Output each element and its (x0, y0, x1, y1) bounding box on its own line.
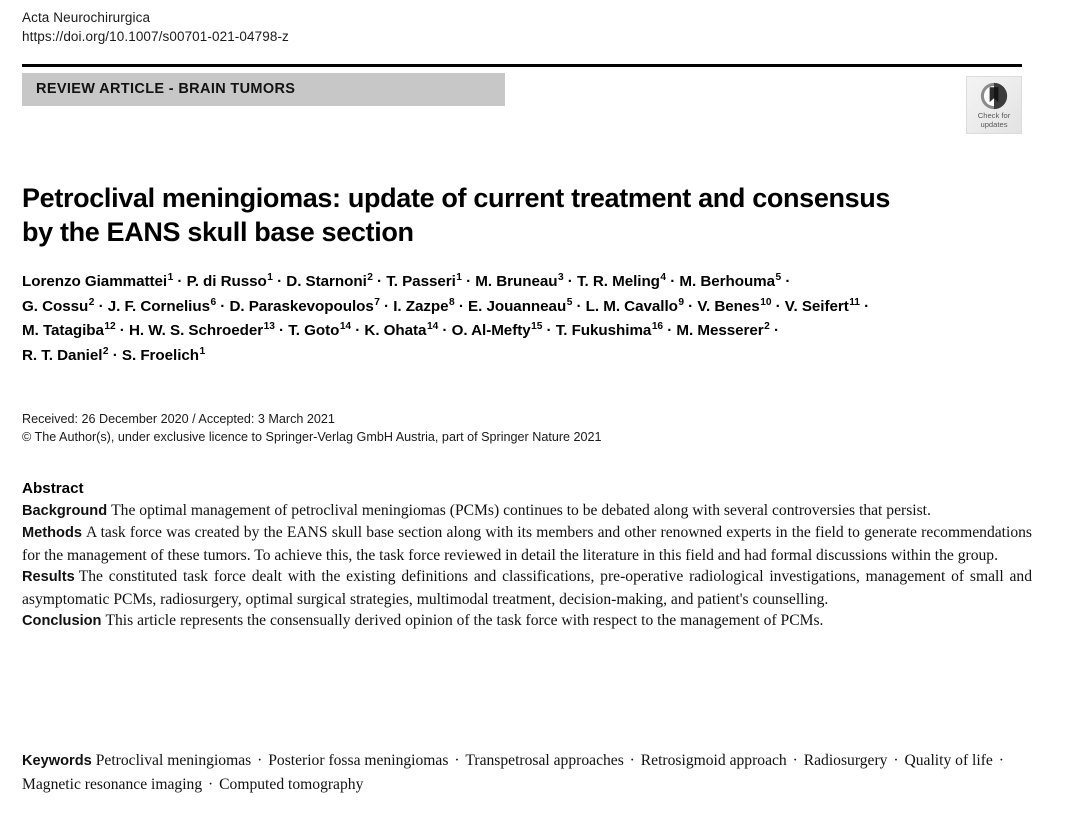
keyword-item[interactable]: Petroclival meningiomas (95, 752, 252, 769)
author-affiliation-marker: 1 (267, 271, 273, 283)
author-name: R. T. Daniel (22, 346, 103, 364)
article-title-line-2: by the EANS skull base section (22, 217, 414, 248)
author-affiliation-marker: 15 (531, 321, 543, 333)
keyword-separator: · (450, 752, 464, 769)
keyword-separator: · (994, 752, 1004, 769)
abstract-paragraph-text: The constituted task force dealt with the existing definitions and classifications, pre-operative radiological investigations, management of small and asymptomatic PCMs, radiosurgery, optimal surgical strategies, multimodal treatment, decision-making, and patient's counselling. (22, 568, 1032, 608)
abstract-paragraph-label: Results (22, 569, 75, 586)
publication-info (22, 411, 602, 446)
article-title (22, 181, 952, 249)
author-line (22, 295, 1032, 320)
author-line (22, 270, 1032, 295)
author-separator: · (438, 322, 452, 340)
author-affiliation-marker: 11 (849, 296, 860, 308)
author-affiliation-marker: 5 (566, 296, 573, 308)
abstract-paragraph-text: The optimal management of petroclival meningiomas (PCMs) continues to be debated along with several controversies that persist. (111, 502, 931, 519)
author-affiliation-marker: 14 (426, 321, 439, 333)
author-separator: · (115, 322, 129, 340)
author-name: K. Ohata (364, 322, 427, 340)
author-name: D. Starnoni (286, 273, 367, 290)
abstract-section (22, 478, 1032, 632)
author-name: O. Al-Mefty (451, 322, 531, 340)
abstract-paragraph (22, 500, 1032, 522)
author-affiliation-marker: 1 (167, 271, 174, 283)
abstract-paragraph-text: A task force was created by the EANS skull base section along with its members and other renowned experts in the field to generate recommendations for the management of these tumors. To achieve this, the task force reviewed in detail the literature in this field and had formal discussions within the group. (22, 524, 1032, 564)
author-separator: · (769, 322, 779, 340)
author-list (22, 270, 1032, 368)
author-name: Lorenzo Giammattei (22, 273, 168, 290)
keyword-separator: · (253, 752, 267, 769)
check-for-updates-caption-line2: updates (980, 120, 1008, 130)
author-name: M. Tatagiba (22, 322, 104, 340)
author-name: S. Froelich (121, 346, 199, 364)
author-affiliation-marker: 12 (104, 321, 116, 333)
abstract-paragraph-text: This article represents the consensually derived opinion of the task force with respect to the management of PCMs. (105, 612, 824, 630)
author-affiliation-marker: 7 (374, 296, 380, 308)
author-name: M. Bruneau (475, 273, 558, 290)
author-separator: · (94, 297, 108, 315)
author-separator: · (372, 273, 387, 290)
author-separator: · (563, 273, 577, 290)
author-name: M. Berhouma (679, 273, 776, 290)
author-separator: · (272, 273, 287, 290)
journal-header (22, 9, 289, 46)
author-affiliation-marker: 4 (660, 271, 667, 283)
author-affiliation-marker: 2 (88, 296, 95, 308)
keyword-item[interactable]: Magnetic resonance imaging (22, 776, 203, 793)
abstract-paragraph (22, 522, 1032, 566)
keyword-item[interactable]: Computed tomography (219, 776, 364, 793)
author-affiliation-marker: 6 (210, 296, 217, 308)
author-name: E. Jouanneau (468, 297, 567, 315)
journal-doi[interactable]: https://doi.org/10.1007/s00701-021-04798-z (22, 28, 289, 44)
keywords-list (22, 752, 1006, 793)
author-separator: · (454, 297, 469, 315)
author-separator: · (173, 273, 187, 290)
author-affiliation-marker: 13 (263, 321, 275, 333)
author-affiliation-marker: 5 (775, 271, 782, 283)
abstract-paragraph-label: Background (22, 503, 108, 519)
author-affiliation-marker: 2 (102, 345, 109, 357)
author-name: D. Paraskevopoulos (229, 297, 374, 315)
keywords-label: Keywords (22, 753, 92, 769)
author-name: M. Messerer (676, 322, 764, 340)
author-separator: · (771, 297, 785, 315)
author-name: I. Zazpe (393, 297, 449, 315)
journal-name: Acta Neurochirurgica (22, 10, 151, 25)
keyword-separator: · (889, 752, 903, 769)
check-for-updates-badge[interactable] (966, 76, 1022, 134)
author-name: T. Fukushima (555, 322, 652, 340)
author-affiliation-marker: 1 (456, 271, 462, 283)
article-title-line-1: Petroclival meningiomas: update of current treatment and consensus (22, 183, 891, 214)
author-line (22, 319, 1032, 344)
keyword-separator: · (204, 776, 218, 793)
copyright-line: © The Author(s), under exclusive licence to Springer-Verlag GmbH Austria, part of Springer Nature 2021 (22, 429, 602, 444)
author-separator: · (859, 297, 870, 315)
keyword-item[interactable]: Quality of life (904, 752, 993, 769)
author-separator: · (683, 297, 698, 315)
keywords-section (22, 749, 1032, 796)
keyword-item[interactable]: Retrosigmoid approach (640, 752, 787, 769)
author-separator: · (461, 273, 476, 290)
received-accepted-dates: Received: 26 December 2020 / Accepted: 3 March 2021 (22, 412, 335, 426)
author-separator: · (379, 297, 394, 315)
author-affiliation-marker: 10 (760, 296, 772, 308)
author-name: P. di Russo (186, 273, 267, 290)
header-divider-rule (22, 64, 1022, 67)
author-name: L. M. Cavallo (585, 297, 678, 315)
author-name: G. Cossu (22, 297, 89, 315)
abstract-heading: Abstract (22, 480, 84, 497)
abstract-paragraph (22, 566, 1032, 610)
author-name: T. Goto (288, 322, 340, 340)
article-type-label: REVIEW ARTICLE - BRAIN TUMORS (36, 81, 296, 97)
author-name: V. Benes (697, 297, 760, 315)
keyword-item[interactable]: Transpetrosal approaches (465, 752, 624, 769)
author-name: H. W. S. Schroeder (128, 322, 264, 340)
abstract-body (22, 500, 1032, 632)
author-affiliation-marker: 3 (557, 271, 564, 283)
author-line (22, 344, 1032, 369)
author-separator: · (542, 322, 556, 340)
author-affiliation-marker: 1 (199, 345, 206, 357)
author-separator: · (108, 346, 122, 364)
keyword-item[interactable]: Radiosurgery (803, 752, 888, 769)
author-separator: · (572, 297, 586, 315)
author-separator: · (216, 297, 230, 315)
author-affiliation-marker: 14 (339, 321, 352, 333)
author-name: J. F. Cornelius (107, 297, 210, 315)
author-affiliation-marker: 16 (651, 321, 664, 333)
author-separator: · (274, 322, 289, 340)
abstract-paragraph-label: Conclusion (22, 613, 102, 630)
author-separator: · (781, 273, 791, 290)
abstract-paragraph-label: Methods (22, 525, 82, 542)
author-affiliation-marker: 8 (449, 296, 455, 308)
author-separator: · (666, 273, 680, 290)
author-separator: · (663, 322, 677, 340)
author-name: T. Passeri (386, 273, 456, 290)
check-for-updates-caption (967, 111, 1021, 129)
author-affiliation-marker: 9 (678, 296, 684, 308)
abstract-paragraph (22, 610, 1032, 632)
keyword-separator: · (788, 752, 802, 769)
keyword-separator: · (625, 752, 639, 769)
author-affiliation-marker: 2 (764, 321, 770, 333)
article-type-banner (22, 73, 505, 106)
crossmark-check-for-updates-icon (980, 82, 1008, 110)
author-separator: · (351, 322, 365, 340)
author-name: T. R. Meling (576, 273, 660, 290)
check-for-updates-caption-line1: Check for (977, 111, 1011, 120)
keyword-item[interactable]: Posterior fossa meningiomas (268, 752, 449, 769)
author-name: V. Seifert (784, 297, 849, 315)
author-affiliation-marker: 2 (367, 271, 373, 283)
